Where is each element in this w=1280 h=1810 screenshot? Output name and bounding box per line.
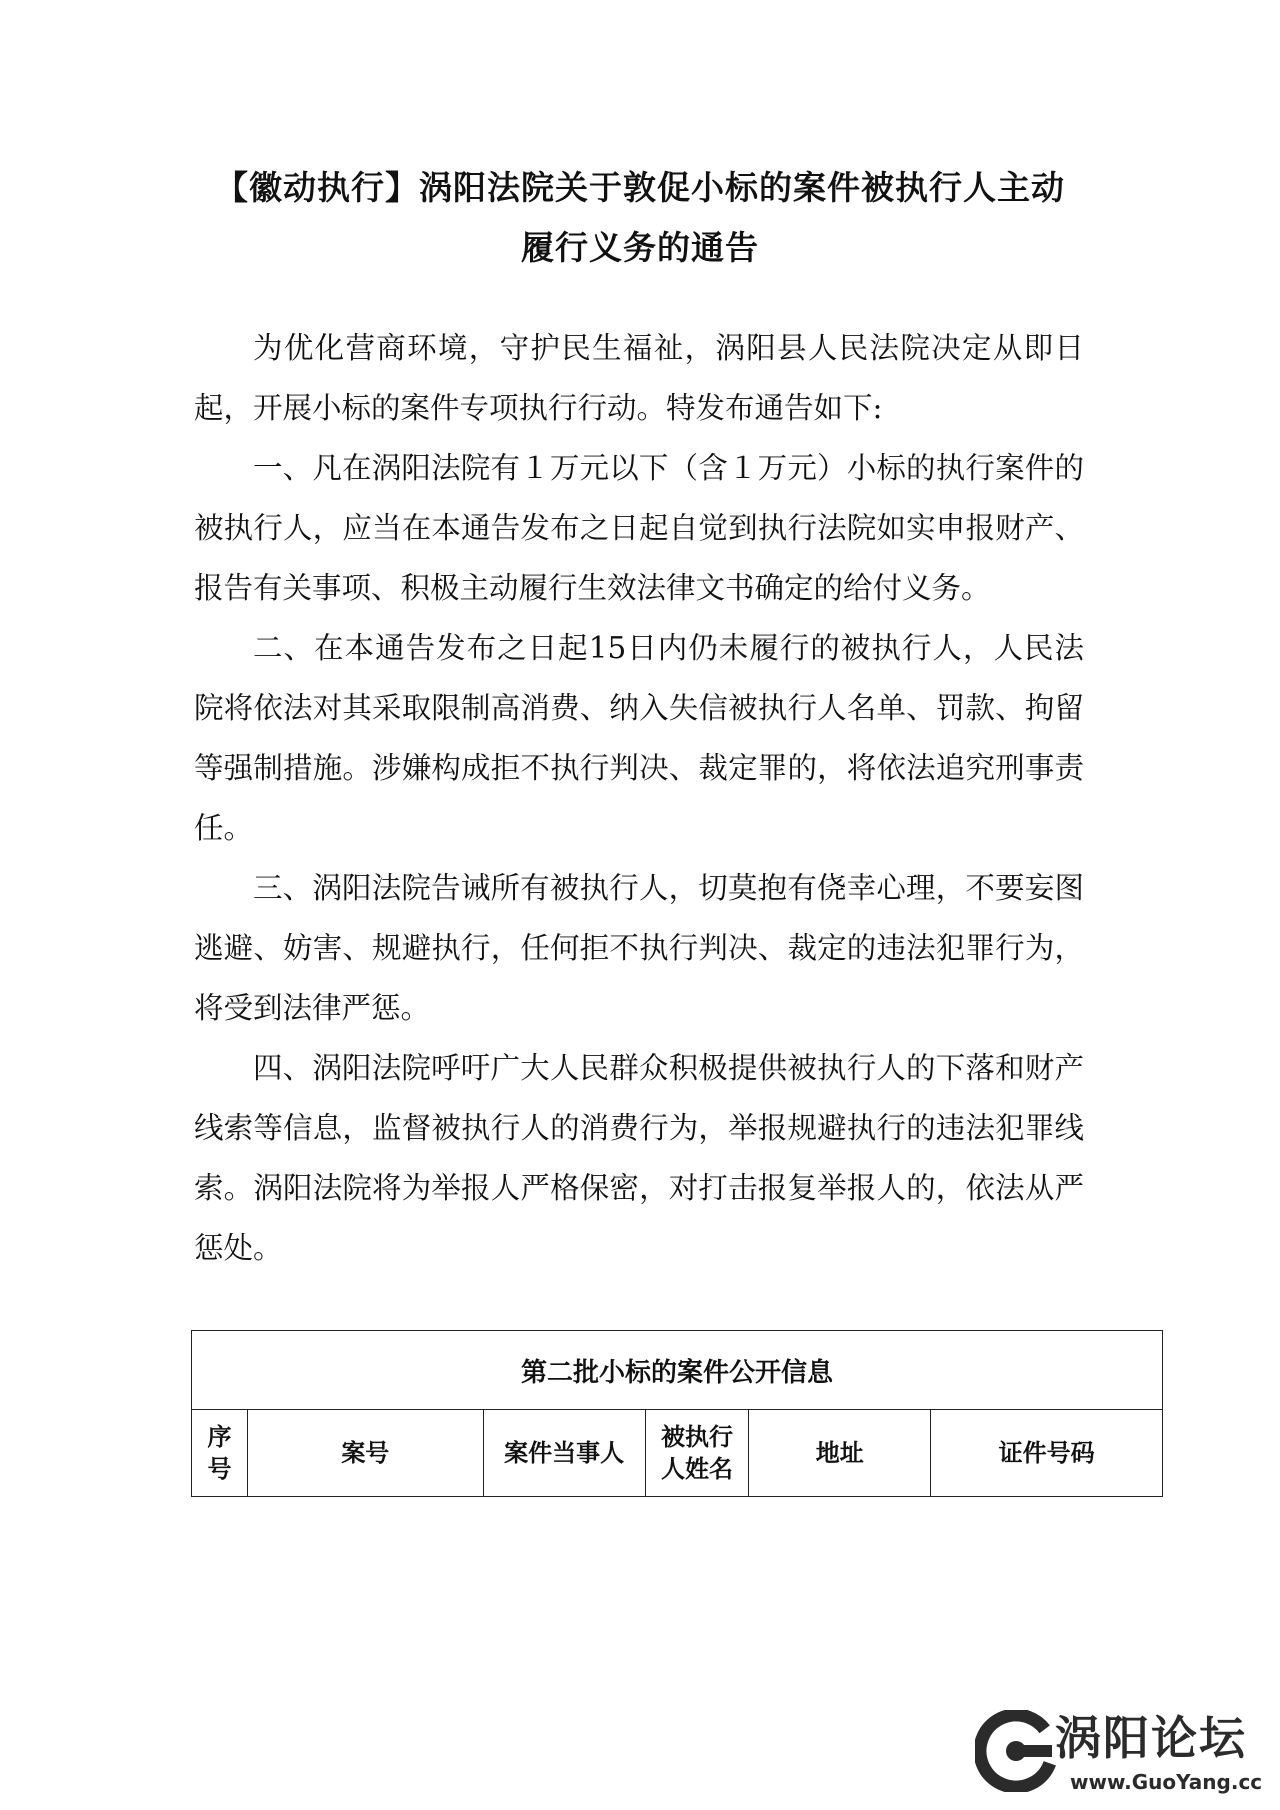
header-serial-line-1: 序 — [207, 1423, 232, 1451]
paragraph-item-2: 二、在本通告发布之日起15日内仍未履行的被执行人，人民法院将依法对其采取限制高消费、纳入失信被执行人名单、罚款、拘留等强制措施。涉嫌构成拒不执行判决、裁定罪的，将依法追究刑事责任。 — [194, 631, 1084, 845]
header-id-number: 证件号码 — [931, 1410, 1163, 1497]
paragraph-item-4: 四、涡阳法院呼吁广大人民群众积极提供被执行人的下落和财产线索等信息，监督被执行人的消费行为，举报规避执行的违法犯罪线索。涡阳法院将为举报人严格保密，对打击报复举报人的，依法从严惩处。 — [194, 1051, 1084, 1265]
header-debtor-line-2: 人姓名 — [660, 1455, 733, 1483]
watermark-name: 涡阳论坛 — [1055, 1711, 1247, 1765]
header-debtor-line-1: 被执行 — [660, 1423, 733, 1451]
table-caption: 第二批小标的案件公开信息 — [192, 1331, 1163, 1410]
paragraph-item-3: 三、涡阳法院告诫所有被执行人，切莫抱有侥幸心理，不要妄图逃避、妨害、规避执行，任何拒不执行判决、裁定的违法犯罪行为，将受到法律严惩。 — [194, 871, 1084, 1025]
paragraph-intro: 为优化营商环境，守护民生福祉，涡阳县人民法院决定从即日起，开展小标的案件专项执行行动。特发布通告如下: — [194, 331, 1084, 425]
table-header-row — [192, 1410, 1163, 1497]
header-serial-line-2: 号 — [207, 1455, 232, 1483]
forum-watermark — [975, 1708, 1275, 1803]
header-serial — [192, 1410, 248, 1497]
document-title — [180, 158, 1100, 278]
header-case-number: 案号 — [247, 1410, 483, 1497]
title-line-2: 履行义务的通告 — [521, 228, 759, 267]
case-info-table — [191, 1330, 1163, 1497]
header-debtor-name — [645, 1410, 749, 1497]
header-address: 地址 — [749, 1410, 931, 1497]
notice-body — [194, 318, 1084, 1278]
title-line-1: 【徽动执行】涡阳法院关于敦促小标的案件被执行人主动 — [215, 168, 1065, 207]
g-logo-icon — [975, 1710, 1057, 1792]
header-parties: 案件当事人 — [483, 1410, 645, 1497]
watermark-url: www.GuoYang.cc — [1070, 1770, 1263, 1794]
paragraph-item-1: 一、凡在涡阳法院有１万元以下（含１万元）小标的执行案件的被执行人，应当在本通告发布之日起自觉到执行法院如实申报财产、报告有关事项、积极主动履行生效法律文书确定的给付义务。 — [194, 451, 1084, 605]
